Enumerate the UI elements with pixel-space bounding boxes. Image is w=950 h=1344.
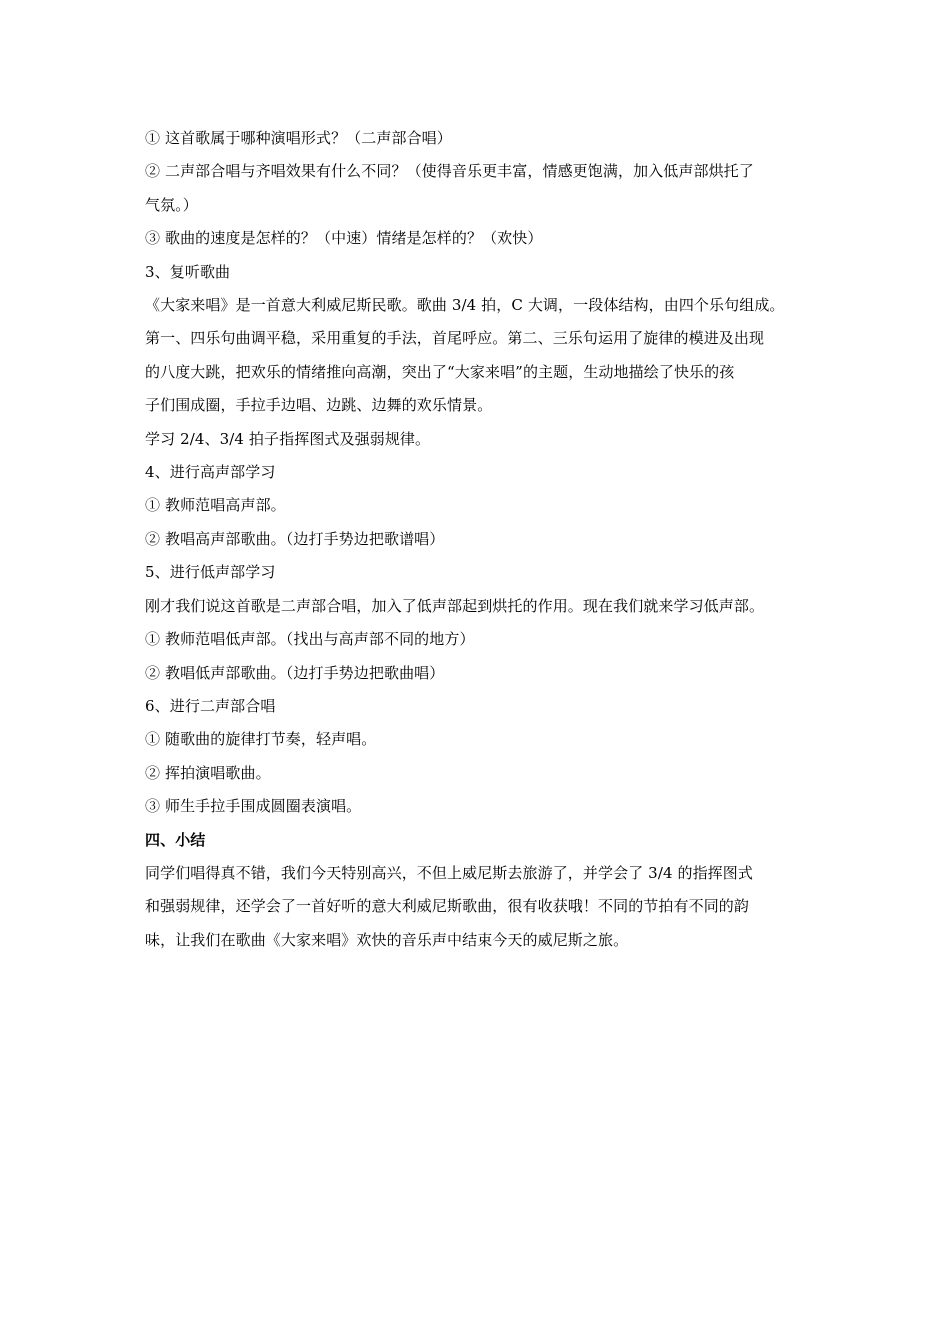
song-description-line-3: 的八度大跳，把欢乐的情绪推向高潮，突出了“大家来唱”的主题，生动地描绘了快乐的孩 [145, 362, 735, 381]
step-4-item-2: ② 教唱高声部歌曲。（边打手势边把歌谱唱） [145, 529, 445, 548]
step-5-heading: 5、进行低声部学习 [145, 563, 276, 582]
step-5-item-1: ① 教师范唱低声部。（找出与高声部不同的地方） [145, 630, 475, 649]
summary-line-3: 味，让我们在歌曲《大家来唱》欢快的音乐声中结束今天的威尼斯之旅。 [145, 930, 629, 949]
step-6-item-1: ① 随歌曲的旋律打节奏，轻声唱。 [145, 730, 377, 749]
question-2-line-1: ② 二声部合唱与齐唱效果有什么不同？（使得音乐更丰富，情感更饱满，加入低声部烘托了 [145, 162, 754, 181]
question-2-line-2: 气氛。） [145, 195, 198, 214]
question-3: ③ 歌曲的速度是怎样的？（中速）情绪是怎样的？（欢快） [145, 229, 543, 248]
song-description-line-1: 《大家来唱》是一首意大利威尼斯民歌。歌曲 3/4 拍，C 大调，一段体结构，由四个乐句组成。 [145, 296, 785, 315]
summary-line-2: 和强弱规律，还学会了一首好听的意大利威尼斯歌曲，很有收获哦！不同的节拍有不同的韵 [145, 897, 750, 916]
step-6-heading: 6、进行二声部合唱 [145, 696, 276, 715]
step-6-item-3: ③ 师生手拉手围成圆圈表演唱。 [145, 797, 362, 816]
summary-line-1: 同学们唱得真不错，我们今天特别高兴，不但上威尼斯去旅游了，并学会了 3/4 的指挥图式 [145, 863, 753, 882]
step-3-heading: 3、复听歌曲 [145, 262, 231, 281]
summary-heading: 四、小结 [145, 830, 206, 849]
step-4-item-1: ① 教师范唱高声部。 [145, 496, 286, 515]
step-6-item-2: ② 挥拍演唱歌曲。 [145, 763, 271, 782]
question-1: ① 这首歌属于哪种演唱形式？（二声部合唱） [145, 129, 452, 147]
step-5-item-2: ② 教唱低声部歌曲。（边打手势边把歌曲唱） [145, 663, 445, 682]
step-5-intro: 刚才我们说这首歌是二声部合唱，加入了低声部起到烘托的作用。现在我们就来学习低声部。 [145, 596, 765, 615]
conducting-pattern-note: 学习 2/4、3/4 拍子指挥图式及强弱规律。 [145, 429, 431, 448]
song-description-line-4: 子们围成圈，手拉手边唱、边跳、边舞的欢乐情景。 [145, 396, 493, 415]
song-description-line-2: 第一、四乐句曲调平稳，采用重复的手法，首尾呼应。第二、三乐句运用了旋律的模进及出现 [145, 329, 765, 348]
document-body [145, 122, 825, 957]
step-4-heading: 4、进行高声部学习 [145, 463, 276, 482]
